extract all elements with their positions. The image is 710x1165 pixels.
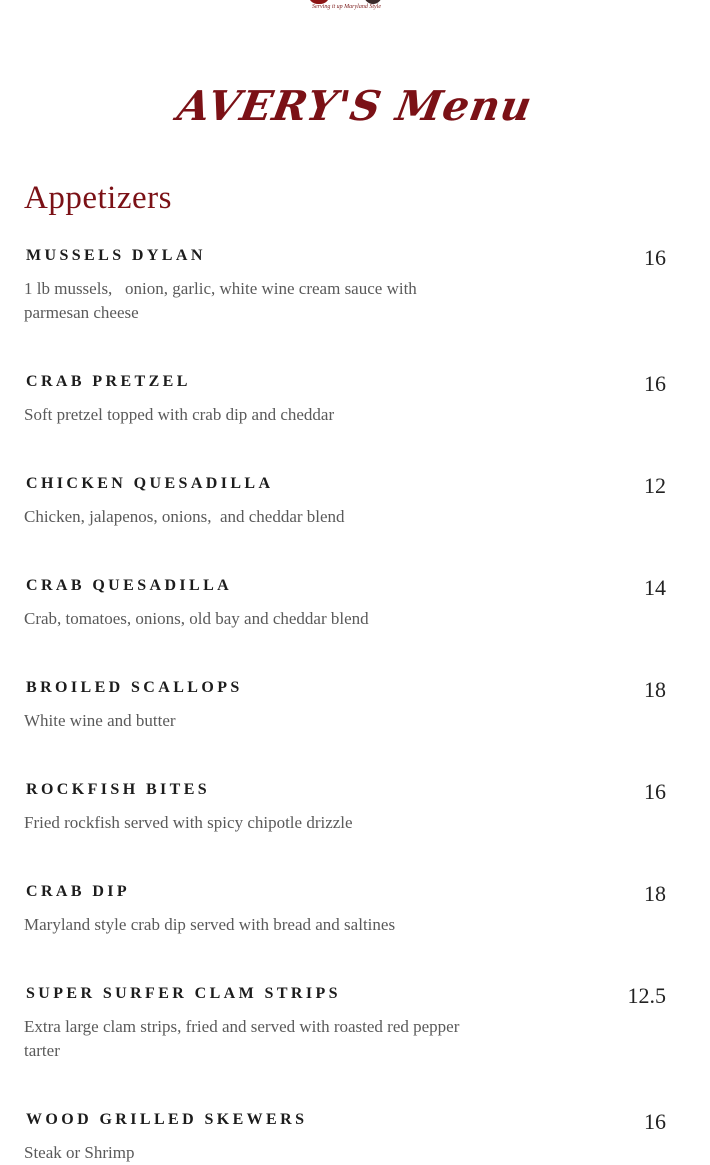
logo-tagline: Serving it up Maryland Style [312, 4, 381, 10]
menu-item-name: WOOD GRILLED SKEWERS [26, 1111, 308, 1128]
menu-item-price: 14 [644, 575, 666, 600]
restaurant-logo [306, 0, 384, 16]
menu-item-name: CRAB PRETZEL [26, 373, 191, 390]
menu-item-description: Soft pretzel topped with crab dip and cheddar [24, 405, 335, 424]
menu-item-price: 16 [644, 245, 666, 270]
menu-item-name: CRAB DIP [26, 883, 131, 900]
menu-item-price: 16 [644, 371, 666, 396]
menu-item-price: 12.5 [627, 983, 666, 1008]
menu-item-description: Fried rockfish served with spicy chipotle drizzle [24, 813, 353, 832]
menu-item-price: 12 [644, 473, 666, 498]
menu-item-price: 16 [644, 779, 666, 804]
menu-item-name: MUSSELS DYLAN [26, 247, 206, 264]
menu-item-name: BROILED SCALLOPS [26, 679, 243, 696]
menu-item-price: 18 [644, 881, 666, 906]
menu-item-description: Steak or Shrimp [24, 1143, 135, 1162]
menu-item-description: Crab, tomatoes, onions, old bay and cheddar blend [24, 609, 369, 628]
menu-item-description: 1 lb mussels, onion, garlic, white wine cream sauce with parmesan cheese [24, 279, 422, 322]
menu-item-name: CHICKEN QUESADILLA [26, 475, 274, 492]
section-title-appetizers: Appetizers [24, 180, 172, 216]
menu-item-price: 18 [644, 677, 666, 702]
menu-item-name: SUPER SURFER CLAM STRIPS [26, 985, 341, 1002]
menu-item-name: ROCKFISH BITES [26, 781, 211, 798]
menu-item-description: Maryland style crab dip served with bread and saltines [24, 915, 396, 934]
menu-item-description: Chicken, jalapenos, onions, and cheddar blend [24, 507, 345, 526]
menu-item-description: White wine and butter [24, 711, 176, 730]
menu-item-description: Extra large clam strips, fried and served with roasted red pepper tarter [24, 1017, 464, 1060]
menu-title: AVERY'S Menu [174, 82, 536, 130]
menu-item-name: CRAB QUESADILLA [26, 577, 233, 594]
menu-item-price: 16 [644, 1109, 666, 1134]
